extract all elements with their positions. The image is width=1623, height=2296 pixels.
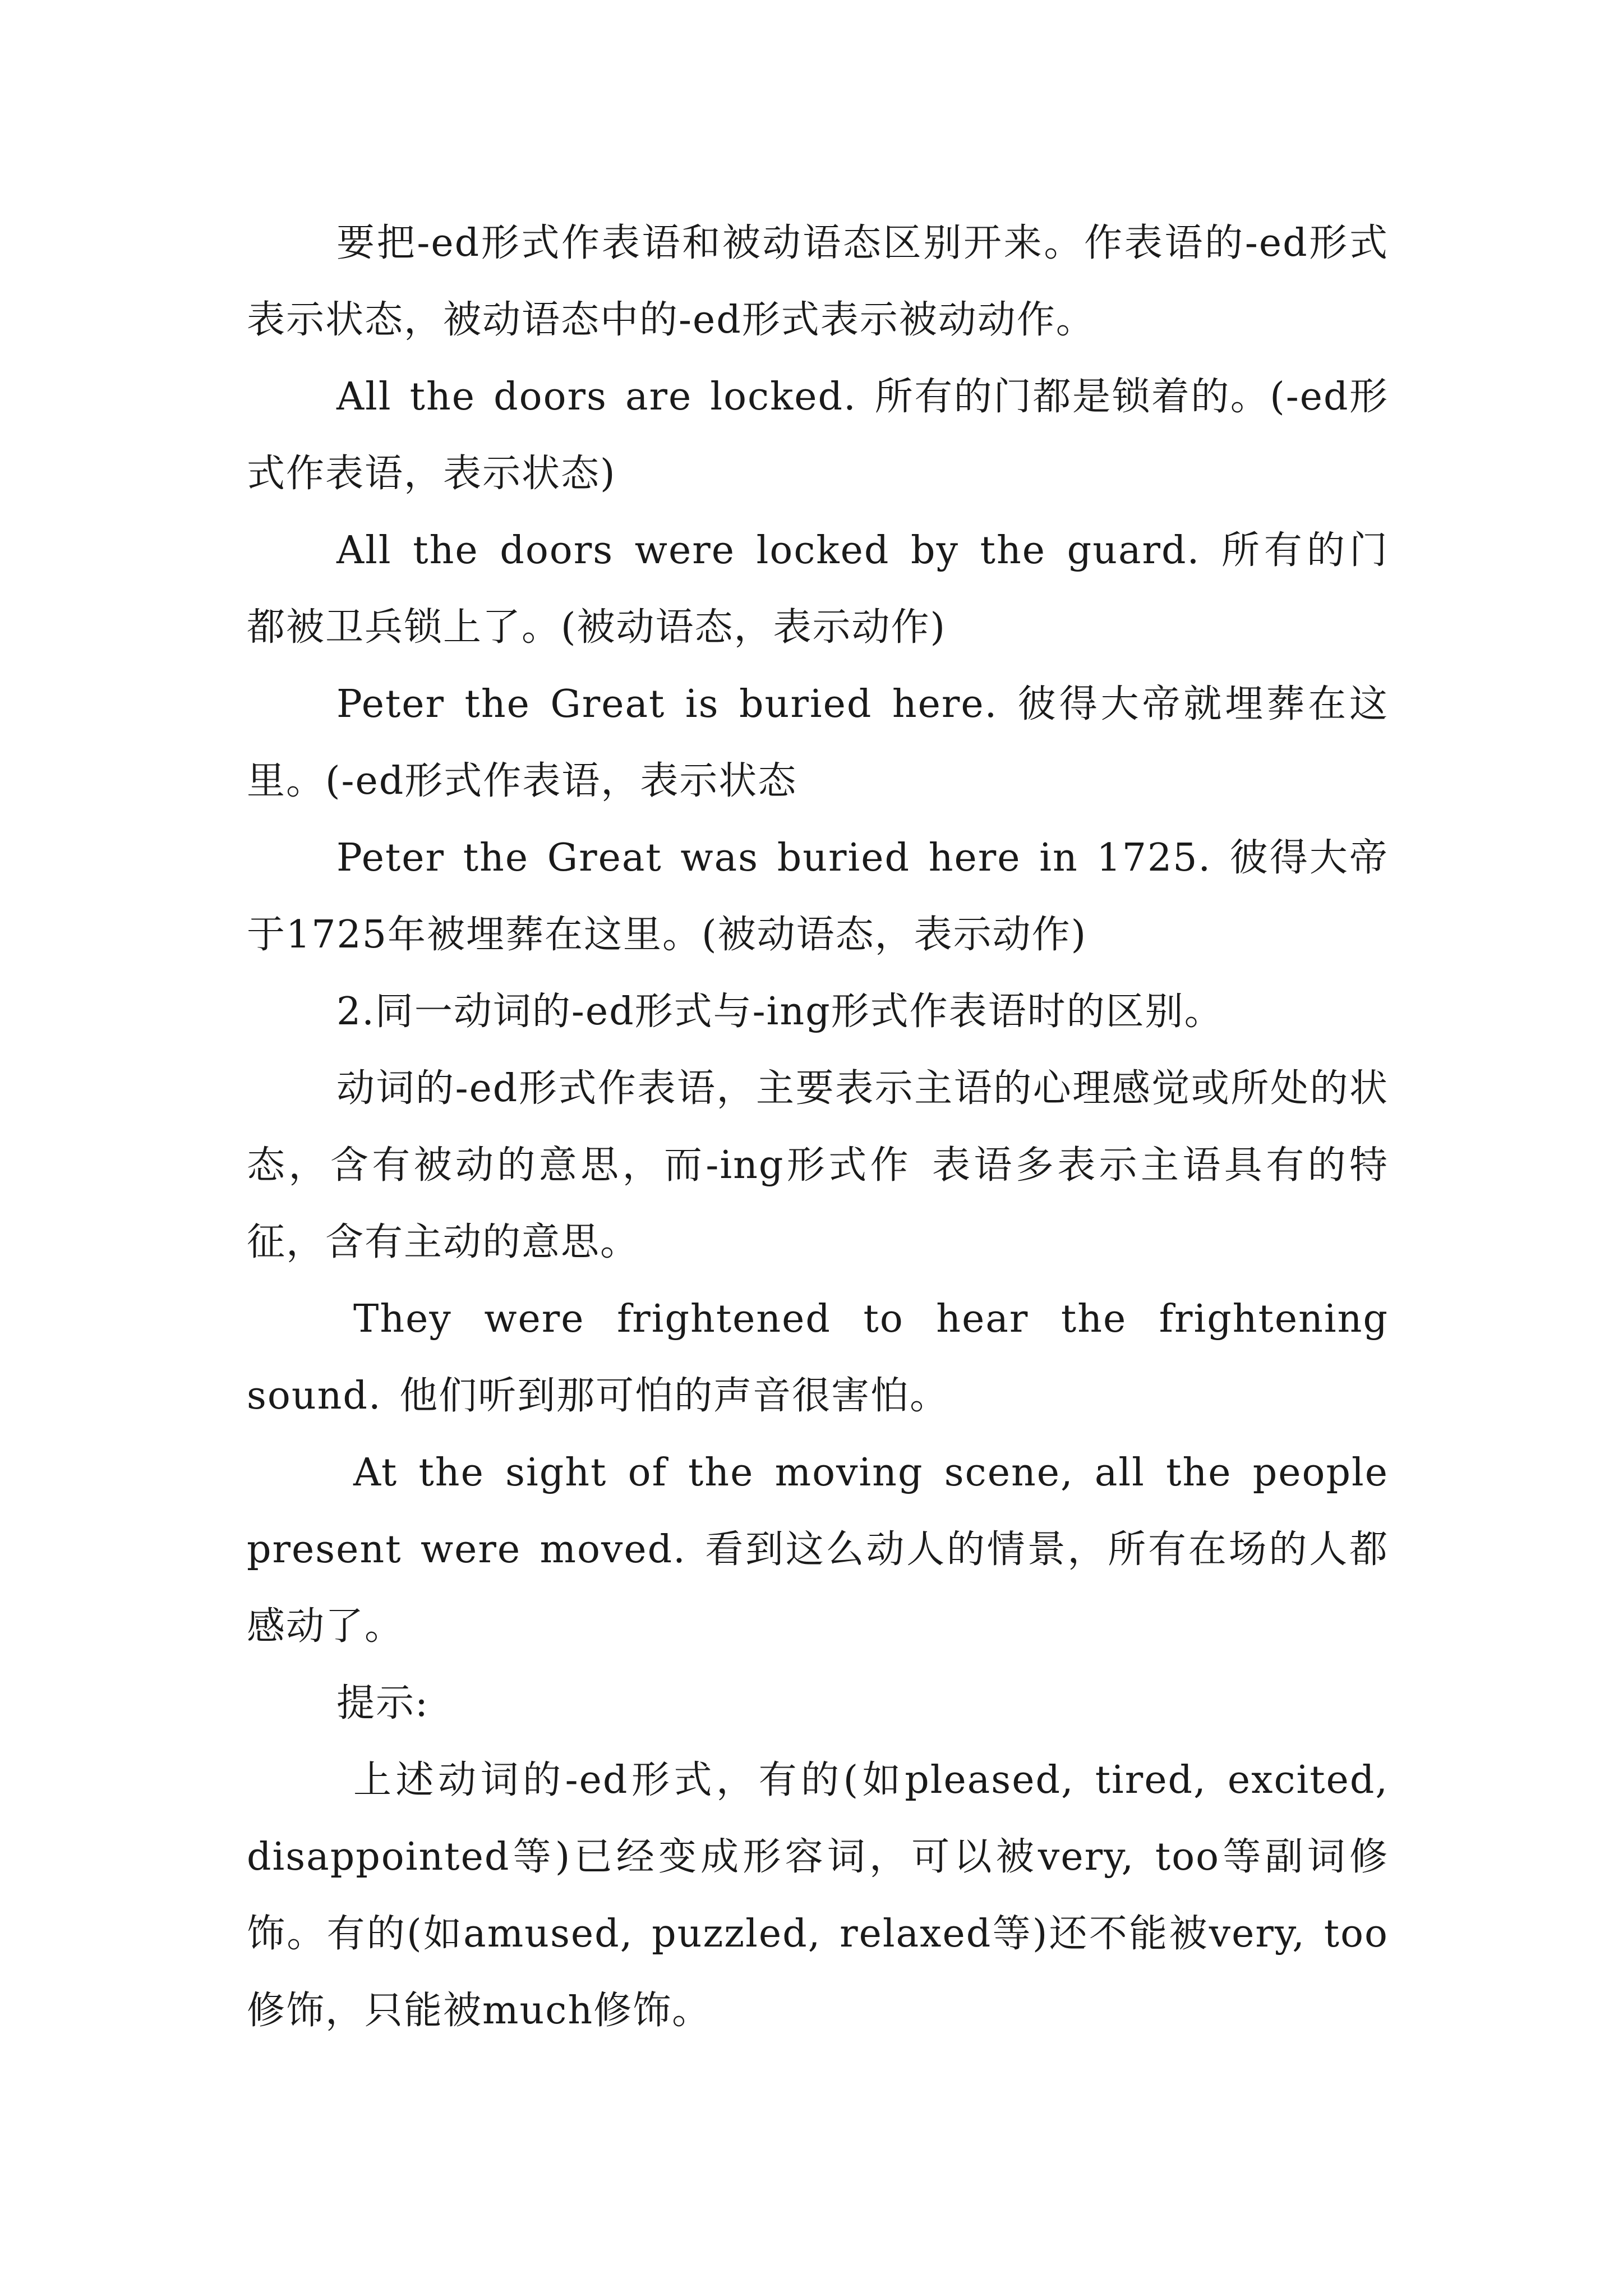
document-page <box>247 205 1389 2049</box>
example-doors-locked-by-guard: All the doors were locked by the guard. 所有的门都被卫兵锁上了。(被动语态，表示动作) <box>247 528 1389 650</box>
example-doors-locked: All the doors are locked. 所有的门都是锁着的。(-ed形式作表语，表示状态) <box>247 375 1389 496</box>
example-peter-buried-1725: Peter the Great was buried here in 1725. 彼得大帝于1725年被埋葬在这里。(被动语态，表示动作) <box>247 836 1389 957</box>
paragraph-ed-vs-passive: 要把-ed形式作表语和被动语态区别开来。作表语的-ed形式表示状态，被动语态中的-ed形式表示被动动作。 <box>247 221 1389 342</box>
tip-label: 提示: <box>336 1681 429 1726</box>
example-frightened: They were frightened to hear the frightening sound. 他们听到那可怕的声音很害怕。 <box>247 1297 1389 1418</box>
tip-paragraph: 上述动词的-ed形式，有的(如pleased, tired, excited, disappointed等)已经变成形容词，可以被very, too等副词修饰。有的(如amused, puzzled, relaxed等)还不能被very, too修饰，只能被much修饰。 <box>247 1758 1389 2033</box>
section-heading-ed-vs-ing: 2.同一动词的-ed形式与-ing形式作表语时的区别。 <box>336 990 1224 1034</box>
example-moving-scene: At the sight of the moving scene, all the people present were moved. 看到这么动人的情景，所有在场的人都感动了。 <box>247 1451 1389 1649</box>
example-peter-buried-here: Peter the Great is buried here. 彼得大帝就埋葬在这里。(-ed形式作表语，表示状态 <box>247 682 1389 803</box>
paragraph-ed-ing-explanation: 动词的-ed形式作表语，主要表示主语的心理感觉或所处的状态，含有被动的意思，而-ing形式作 表语多表示主语具有的特征，含有主动的意思。 <box>247 1066 1389 1264</box>
